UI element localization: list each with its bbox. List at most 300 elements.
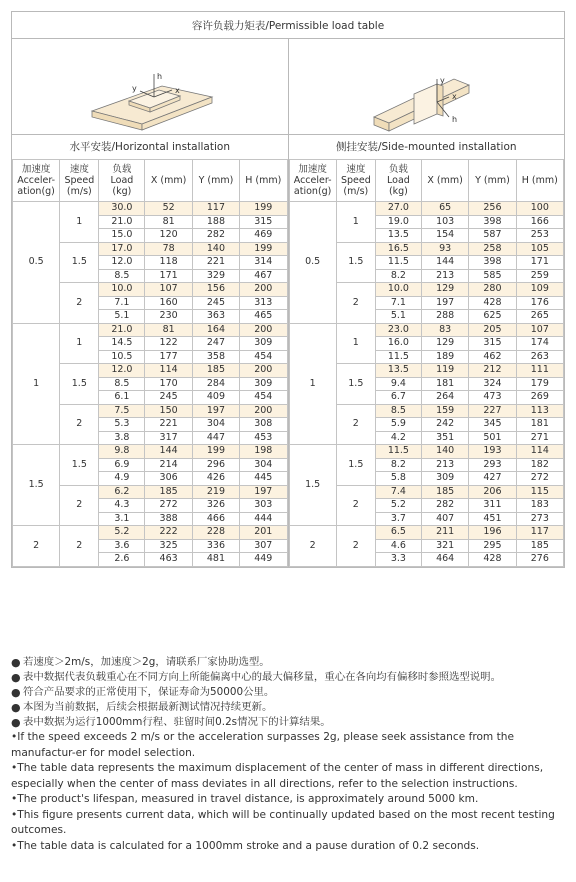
side-load-cell: 3.3 [375,553,421,567]
side-y-cell: 293 [469,458,516,472]
side-h-cell: 105 [516,242,563,256]
horizontal-speed-cell: 1.5 [60,364,99,405]
horizontal-h-cell: 445 [240,472,287,486]
side-y-cell: 258 [469,242,516,256]
side-section-title-row [289,135,564,160]
horizontal-load-cell: 6.9 [99,458,145,472]
horizontal-accel-cell: 1 [13,323,60,445]
horizontal-x-cell: 325 [145,539,192,553]
horizontal-load-cell: 5.2 [99,526,145,540]
side-y-cell: 345 [469,418,516,432]
horizontal-load-cell: 7.5 [99,404,145,418]
bullet-icon: ● [11,671,21,684]
side-load-cell: 13.5 [375,364,421,378]
side-x-cell: 144 [421,256,468,270]
side-x-cell: 129 [421,283,468,297]
side-illustration [288,39,565,134]
side-load-cell: 27.0 [375,202,421,216]
side-speed-cell: 1.5 [336,364,375,405]
bullet-icon: ● [11,716,21,729]
horizontal-x-cell: 214 [145,458,192,472]
horizontal-y-cell: 481 [192,553,239,567]
horizontal-y-cell: 199 [192,445,239,459]
horizontal-h-cell: 197 [240,485,287,499]
side-x-cell: 264 [421,391,468,405]
side-table-wrap [288,135,565,567]
side-header-accel: 加速度 Acceler- ation(g) [289,160,336,202]
side-x-cell: 309 [421,472,468,486]
side-accel-cell: 0.5 [289,202,336,324]
side-speed-cell: 2 [336,283,375,324]
side-x-cell: 119 [421,364,468,378]
side-load-cell: 5.8 [375,472,421,486]
side-speed-cell: 2 [336,485,375,526]
side-accel-cell: 1.5 [289,445,336,526]
horizontal-x-cell: 463 [145,553,192,567]
horizontal-header-load: 负载 Load (kg) [99,160,145,202]
horizontal-h-cell: 307 [240,539,287,553]
side-y-cell: 324 [469,377,516,391]
side-y-cell: 256 [469,202,516,216]
horizontal-illustration [12,39,288,134]
horizontal-x-cell: 171 [145,269,192,283]
side-y-cell: 585 [469,269,516,283]
side-load-cell: 19.0 [375,215,421,229]
note-cn-5: ● 表中数据为运行1000mm行程、驻留时间0.2s情况下的计算结果。 [11,716,331,729]
side-speed-cell: 2 [336,526,375,567]
horizontal-table-row [13,526,288,540]
horizontal-h-cell: 467 [240,269,287,283]
side-load-cell: 8.2 [375,458,421,472]
side-h-cell: 176 [516,296,563,310]
note-en-1: •If the speed exceeds 2 m/s or the acceleration surpasses 2g, please seek assistance from the manufactur-er for model selection. [11,731,515,759]
horizontal-load-cell: 3.1 [99,512,145,526]
horizontal-load-cell: 3.6 [99,539,145,553]
horizontal-h-cell: 454 [240,391,287,405]
side-accel-cell: 2 [289,526,336,567]
horizontal-h-cell: 453 [240,431,287,445]
side-load-cell: 8.5 [375,404,421,418]
side-h-cell: 272 [516,472,563,486]
horizontal-h-cell: 200 [240,283,287,297]
horizontal-h-cell: 201 [240,526,287,540]
horizontal-load-cell: 15.0 [99,229,145,243]
side-h-cell: 113 [516,404,563,418]
horizontal-x-cell: 177 [145,350,192,364]
horizontal-x-cell: 306 [145,472,192,486]
horizontal-x-cell: 221 [145,418,192,432]
horizontal-load-cell: 10.5 [99,350,145,364]
horizontal-load-cell: 5.3 [99,418,145,432]
side-load-cell: 23.0 [375,323,421,337]
side-x-cell: 103 [421,215,468,229]
side-h-cell: 115 [516,485,563,499]
side-load-cell: 11.5 [375,256,421,270]
side-h-cell: 117 [516,526,563,540]
horizontal-table-row [13,323,288,337]
horizontal-h-cell: 199 [240,202,287,216]
horizontal-x-cell: 388 [145,512,192,526]
horizontal-x-cell: 230 [145,310,192,324]
horizontal-table-row [13,202,288,216]
side-x-cell: 288 [421,310,468,324]
side-h-cell: 253 [516,229,563,243]
horizontal-y-cell: 245 [192,296,239,310]
side-y-cell: 428 [469,296,516,310]
side-load-cell: 8.2 [375,269,421,283]
side-table-row [289,445,564,459]
horizontal-y-cell: 140 [192,242,239,256]
side-y-cell: 451 [469,512,516,526]
side-x-cell: 321 [421,539,468,553]
side-h-cell: 269 [516,391,563,405]
side-y-cell: 212 [469,364,516,378]
horizontal-x-cell: 114 [145,364,192,378]
horizontal-load-cell: 3.8 [99,431,145,445]
horizontal-x-cell: 150 [145,404,192,418]
horizontal-load-cell: 14.5 [99,337,145,351]
horizontal-x-cell: 170 [145,377,192,391]
horizontal-header-x: X (mm) [145,160,192,202]
horizontal-header-accel: 加速度 Acceler- ation(g) [13,160,60,202]
side-x-cell: 140 [421,445,468,459]
side-load-cell: 4.6 [375,539,421,553]
horizontal-accel-cell: 1.5 [13,445,60,526]
horizontal-x-cell: 81 [145,215,192,229]
side-load-cell: 6.5 [375,526,421,540]
horizontal-header-speed: 速度 Speed (m/s) [60,160,99,202]
side-y-cell: 315 [469,337,516,351]
side-header-x: X (mm) [421,160,468,202]
side-table-row [289,526,564,540]
horizontal-load-cell: 6.2 [99,485,145,499]
side-h-cell: 171 [516,256,563,270]
illustration-row [12,39,564,135]
horizontal-h-cell: 199 [240,242,287,256]
note-en-4: •This figure presents current data, which will be continually updated based on the most recent testing outcomes. [11,808,555,836]
bullet-icon: ● [11,701,21,714]
axis-label-y: y [132,84,137,93]
side-h-cell: 276 [516,553,563,567]
side-x-cell: 129 [421,337,468,351]
note-cn-3: ● 符合产品要求的正常使用下，保证寿命为50000公里。 [11,686,275,699]
side-y-cell: 196 [469,526,516,540]
side-header-row [289,160,564,202]
horizontal-y-cell: 219 [192,485,239,499]
side-y-cell: 501 [469,431,516,445]
horizontal-header-h: H (mm) [240,160,287,202]
horizontal-table-row [13,445,288,459]
horizontal-x-cell: 222 [145,526,192,540]
horizontal-y-cell: 409 [192,391,239,405]
horizontal-section-title-row [13,135,288,160]
horizontal-accel-cell: 0.5 [13,202,60,324]
side-y-cell: 473 [469,391,516,405]
horizontal-x-cell: 317 [145,431,192,445]
tables-row [12,135,564,567]
side-speed-cell: 1 [336,323,375,364]
side-axis-label-h: h [451,115,457,124]
horizontal-x-cell: 78 [145,242,192,256]
horizontal-x-cell: 245 [145,391,192,405]
side-h-cell: 185 [516,539,563,553]
side-y-cell: 311 [469,499,516,513]
horizontal-h-cell: 313 [240,296,287,310]
side-h-cell: 109 [516,283,563,297]
side-load-cell: 7.1 [375,296,421,310]
horizontal-y-cell: 185 [192,364,239,378]
horizontal-load-cell: 17.0 [99,242,145,256]
side-y-cell: 280 [469,283,516,297]
horizontal-load-cell: 10.0 [99,283,145,297]
horizontal-y-cell: 247 [192,337,239,351]
horizontal-y-cell: 228 [192,526,239,540]
side-load-cell: 11.5 [375,350,421,364]
side-y-cell: 206 [469,485,516,499]
side-h-cell: 107 [516,323,563,337]
horizontal-h-cell: 303 [240,499,287,513]
side-h-cell: 183 [516,499,563,513]
side-x-cell: 282 [421,499,468,513]
side-load-cell: 7.4 [375,485,421,499]
side-load-cell: 5.2 [375,499,421,513]
side-slide-diagram [289,39,565,134]
side-x-cell: 197 [421,296,468,310]
side-section-title: 侧挂安装/Side-mounted installation [289,135,564,160]
side-y-cell: 462 [469,350,516,364]
horizontal-load-cell: 8.5 [99,269,145,283]
side-h-cell: 114 [516,445,563,459]
note-en-5: •The table data is calculated for a 1000mm stroke and a pause duration of 0.2 seconds. [11,839,480,852]
note-cn-1: ● 若速度＞2m/s，加速度＞2g，请联系厂家协助选型。 [11,656,270,669]
horizontal-header-y: Y (mm) [192,160,239,202]
horizontal-slide-diagram [12,39,288,134]
side-y-cell: 205 [469,323,516,337]
side-load-cell: 3.7 [375,512,421,526]
side-header-h: H (mm) [516,160,563,202]
side-load-cell: 5.9 [375,418,421,432]
side-table-row [289,202,564,216]
side-y-cell: 227 [469,404,516,418]
side-axis-label-x: x [451,92,457,101]
side-load-cell: 4.2 [375,431,421,445]
horizontal-y-cell: 284 [192,377,239,391]
horizontal-load-cell: 12.0 [99,364,145,378]
side-x-cell: 65 [421,202,468,216]
side-table-row [289,323,564,337]
note-cn-4: ● 本图为当前数据，后续会根据最新测试情况持续更新。 [11,701,273,714]
side-y-cell: 398 [469,215,516,229]
side-h-cell: 111 [516,364,563,378]
horizontal-load-cell: 5.1 [99,310,145,324]
side-x-cell: 407 [421,512,468,526]
side-load-cell: 6.7 [375,391,421,405]
side-load-cell: 13.5 [375,229,421,243]
horizontal-h-cell: 200 [240,364,287,378]
horizontal-load-cell: 2.6 [99,553,145,567]
axis-label-x: x [175,86,180,95]
horizontal-load-cell: 12.0 [99,256,145,270]
horizontal-load-cell: 7.1 [99,296,145,310]
side-h-cell: 182 [516,458,563,472]
horizontal-y-cell: 304 [192,418,239,432]
page-title: 容许负载力矩表/Permissible load table [12,12,564,39]
side-header-speed: 速度 Speed (m/s) [336,160,375,202]
side-header-load: 负载 Load (kg) [375,160,421,202]
side-x-cell: 464 [421,553,468,567]
bullet-icon: ● [11,686,21,699]
horizontal-x-cell: 118 [145,256,192,270]
side-load-cell: 10.0 [375,283,421,297]
side-y-cell: 193 [469,445,516,459]
side-y-cell: 587 [469,229,516,243]
horizontal-speed-cell: 1 [60,323,99,364]
side-y-cell: 427 [469,472,516,486]
horizontal-load-cell: 4.3 [99,499,145,513]
horizontal-load-cell: 4.9 [99,472,145,486]
horizontal-y-cell: 164 [192,323,239,337]
side-x-cell: 211 [421,526,468,540]
horizontal-y-cell: 447 [192,431,239,445]
side-x-cell: 189 [421,350,468,364]
horizontal-y-cell: 426 [192,472,239,486]
horizontal-load-cell: 9.8 [99,445,145,459]
side-y-cell: 428 [469,553,516,567]
horizontal-header-row [13,160,288,202]
side-load-cell: 9.4 [375,377,421,391]
horizontal-h-cell: 465 [240,310,287,324]
horizontal-h-cell: 454 [240,350,287,364]
horizontal-load-cell: 21.0 [99,323,145,337]
horizontal-h-cell: 469 [240,229,287,243]
side-speed-cell: 1.5 [336,242,375,283]
side-x-cell: 154 [421,229,468,243]
side-h-cell: 273 [516,512,563,526]
horizontal-y-cell: 156 [192,283,239,297]
side-accel-cell: 1 [289,323,336,445]
horizontal-x-cell: 120 [145,229,192,243]
horizontal-x-cell: 160 [145,296,192,310]
note-en-3: •The product's lifespan, measured in travel distance, is approximately around 5000 km. [11,793,479,805]
horizontal-y-cell: 188 [192,215,239,229]
horizontal-speed-cell: 2 [60,283,99,324]
horizontal-y-cell: 363 [192,310,239,324]
horizontal-h-cell: 444 [240,512,287,526]
side-h-cell: 265 [516,310,563,324]
horizontal-y-cell: 358 [192,350,239,364]
horizontal-h-cell: 304 [240,458,287,472]
side-x-cell: 213 [421,458,468,472]
horizontal-y-cell: 296 [192,458,239,472]
horizontal-y-cell: 336 [192,539,239,553]
load-table-frame [11,11,565,568]
horizontal-y-cell: 117 [192,202,239,216]
horizontal-x-cell: 122 [145,337,192,351]
horizontal-h-cell: 308 [240,418,287,432]
side-header-y: Y (mm) [469,160,516,202]
side-x-cell: 181 [421,377,468,391]
side-x-cell: 242 [421,418,468,432]
notes-section [11,655,565,854]
side-y-cell: 625 [469,310,516,324]
side-x-cell: 185 [421,485,468,499]
horizontal-y-cell: 466 [192,512,239,526]
side-y-cell: 295 [469,539,516,553]
horizontal-h-cell: 449 [240,553,287,567]
horizontal-h-cell: 309 [240,377,287,391]
side-load-cell: 16.5 [375,242,421,256]
horizontal-load-table [12,135,288,567]
side-h-cell: 179 [516,377,563,391]
side-h-cell: 263 [516,350,563,364]
horizontal-x-cell: 107 [145,283,192,297]
horizontal-speed-cell: 2 [60,485,99,526]
side-h-cell: 271 [516,431,563,445]
bullet-icon: ● [11,656,21,669]
horizontal-load-cell: 30.0 [99,202,145,216]
horizontal-accel-cell: 2 [13,526,60,567]
horizontal-y-cell: 282 [192,229,239,243]
horizontal-h-cell: 200 [240,323,287,337]
horizontal-speed-cell: 2 [60,526,99,567]
side-x-cell: 213 [421,269,468,283]
horizontal-load-cell: 21.0 [99,215,145,229]
side-axis-label-y: y [439,76,445,85]
side-h-cell: 174 [516,337,563,351]
side-h-cell: 166 [516,215,563,229]
note-en-2: •The table data represents the maximum displacement of the center of mass in different directions, especially when the center of mass deviates in all directions, refer to the selection instructions. [11,762,544,790]
horizontal-section-title: 水平安装/Horizontal installation [13,135,288,160]
horizontal-x-cell: 52 [145,202,192,216]
horizontal-y-cell: 221 [192,256,239,270]
horizontal-y-cell: 329 [192,269,239,283]
horizontal-speed-cell: 1.5 [60,445,99,486]
side-load-cell: 5.1 [375,310,421,324]
side-x-cell: 159 [421,404,468,418]
horizontal-table-wrap [12,135,288,567]
horizontal-x-cell: 81 [145,323,192,337]
horizontal-speed-cell: 1.5 [60,242,99,283]
note-cn-2: ● 表中数据代表负载重心在不同方向上所能偏离中心的最大偏移量，重心在各向均有偏移时参照选型说明。 [11,671,501,684]
side-x-cell: 83 [421,323,468,337]
horizontal-h-cell: 315 [240,215,287,229]
side-x-cell: 93 [421,242,468,256]
side-load-table [289,135,565,567]
horizontal-x-cell: 185 [145,485,192,499]
side-speed-cell: 2 [336,404,375,445]
horizontal-speed-cell: 1 [60,202,99,243]
horizontal-y-cell: 326 [192,499,239,513]
horizontal-speed-cell: 2 [60,404,99,445]
horizontal-y-cell: 197 [192,404,239,418]
side-speed-cell: 1.5 [336,445,375,486]
horizontal-load-cell: 8.5 [99,377,145,391]
side-x-cell: 351 [421,431,468,445]
axis-label-h: h [157,72,163,81]
horizontal-h-cell: 314 [240,256,287,270]
side-h-cell: 100 [516,202,563,216]
side-h-cell: 259 [516,269,563,283]
side-y-cell: 398 [469,256,516,270]
horizontal-load-cell: 6.1 [99,391,145,405]
side-speed-cell: 1 [336,202,375,243]
horizontal-x-cell: 272 [145,499,192,513]
horizontal-h-cell: 309 [240,337,287,351]
horizontal-x-cell: 144 [145,445,192,459]
side-load-cell: 16.0 [375,337,421,351]
horizontal-h-cell: 198 [240,445,287,459]
horizontal-h-cell: 200 [240,404,287,418]
